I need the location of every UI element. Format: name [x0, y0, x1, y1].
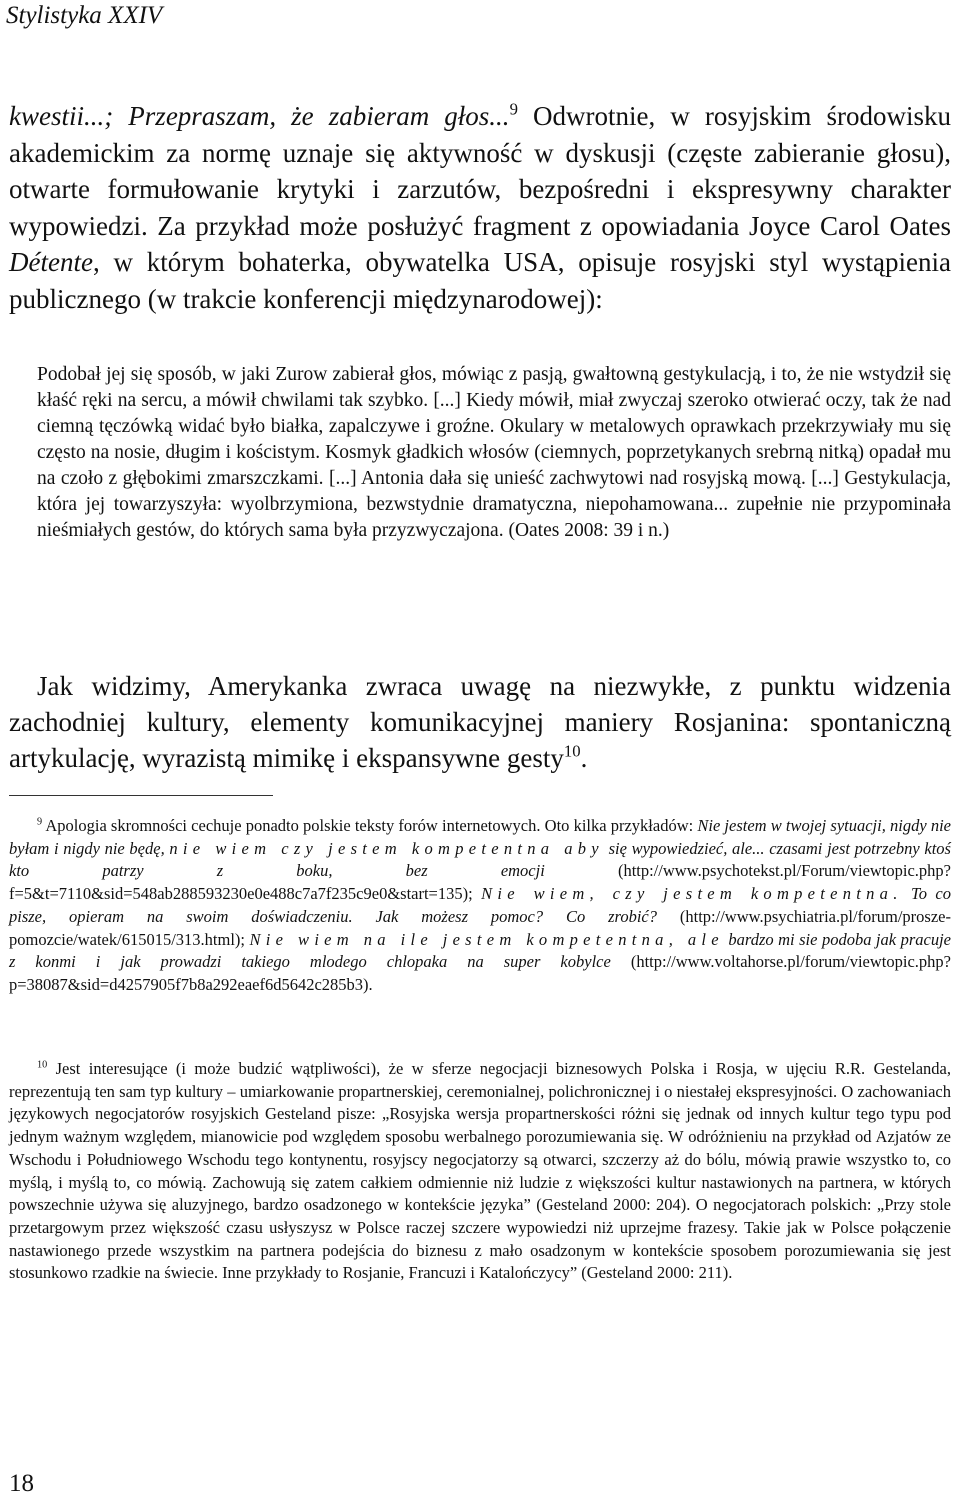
footnote-text: Jest interesujące (i może budzić wątpliwości), że w sferze negocjacji biznesowych Polska i Rosja, w ujęciu R.R. Gestelanda, reprezentują ten sam typ kultury – umiarkowanie propartnerskiej, ceremonialnej, polichronicznej i o niestałej ekspresyjności. O zachowaniach językowych negocjatorów rosyjskich Gesteland pisze: „Rosyjska wersja propartnerskości różni się jednak od innych kultur tego typu pod jednym ważnym względem, mianowicie pod względem sposobu werbalnego porozumiewania się. W odróżnieniu na przykład od Azjatów ze Wschodu i Południowego Wschodu tego kontynentu, rosyjscy negocjatorzy są otwarci, szczerzy aż do bólu, mówią prawie wszystko to, co myślą, i myślą to, co mówią. Zachowują się zatem całkiem odmiennie niż ludzie z większości kultur nastawionych na partnera, w których powszechnie używa się aluzyjnego, bardzo osadzonego w kontekście języka” (Gesteland 2000: 204). O negocjatorach polskich: „Przy stole przetargowym przez większość czasu usłyszysz w Polsce raczej szczere wypowiedzi niż uprzejme frazesy. Takie jak w Polsce połączenie nastawionego przede wszystkim na partnera podejścia do biznesu z mało osadzonym w kontekście sposobem porozumiewania się jest stosunkowo rzadkie na świecie. Inne przykłady to Rosjanie, Francuzi i Katalończycy” (Gesteland 2000: 211).	[9, 1059, 951, 1283]
italic-phrase: kwestii...; Przepraszam, że zabieram głos...	[9, 101, 510, 131]
summary-end: .	[580, 743, 588, 773]
source-link[interactable]: (http://www.psychiatria.pl/forum/prosze-pomozcie/watek/615015/313.html);	[9, 906, 951, 949]
running-title: Stylistyka XXIV	[6, 2, 163, 29]
story-title: Détente	[9, 247, 93, 278]
example-italic: Nie jestem w twojej sytuacji, nigdy nie byłam i nigdy nie będę,	[9, 816, 951, 858]
footnote-ref-10[interactable]: 10	[563, 741, 581, 761]
footnote-10	[9, 1058, 951, 1285]
example-spaced: Nie wiem na ile jestem kompetentna, ale	[249, 929, 724, 949]
block-quote: Podobał jej się sposób, w jaki Zurow zabierał głos, mówiąc z pasją, gwałtowną gestykulacją, i to, że nie wstydził się kłaść ręki na sercu, a mówił chwilami tak szybko. [...] Kiedy mówił, miał zwyczaj szeroko otwierać oczy, tak że nad ciemną tęczówką widać było białka, zapalczywe i groźne. Okulary w metalowych oprawkach przekrzywiały mu się często na nosie, długim i kościstym. Kosmyk gładkich włosów (ciemnych, poprzetykanych srebrną nitką) opadał mu na czoło z głębokimi zmarszczkami. [...] Antonia dała się unieść zachwytowi nad rosyjską mową. [...] Gestykulacja, która jej towarzyszyła: wyolbrzymiona, bezwstydnie dramatyczna, niepohamowana... zupełnie nie przypominała nieśmiałych gestów, do których sama była przyzwyczajona. (Oates 2008: 39 i n.)	[37, 364, 951, 541]
footnote-number: 10	[37, 1059, 48, 1071]
footnote-text: Apologia skromności cechuje ponadto polskie teksty forów internetowych. Oto kilka przykładów:	[42, 816, 698, 835]
footnote-ref-9[interactable]: 9	[509, 99, 518, 119]
summary-text: Jak widzimy, Amerykanka zwraca uwagę na niezwykłe, z punktu widzenia zachodniej kultury, elementy komunikacyjnej maniery Rosjanina: spontaniczną artykulację, wyrazistą mimikę i ekspansywne gesty	[9, 671, 951, 773]
example-spaced: nie wiem czy jestem kompetentna aby	[169, 838, 604, 858]
main-paragraph	[9, 98, 951, 318]
example-italic: bardzo mi sie podoba jak pracuje z konmi i jak prowadzi takiego mlodego chlopaka na super kobylce	[9, 929, 951, 972]
example-spaced: Nie wiem, czy jestem kompetentna.	[481, 884, 903, 904]
footnote-separator	[9, 795, 273, 796]
footnote-9	[9, 815, 951, 997]
source-link[interactable]: (http://www.voltahorse.pl/forum/viewtopic.php?p=38087&sid=d4257905f7b8a292eaef6d5642c285b3).	[9, 952, 951, 994]
paragraph-text-end: , w którym bohaterka, obywatelka USA, opisuje rosyjski styl wystąpienia publicznego (w trakcie konferencji międzynarodowej):	[9, 247, 951, 314]
summary-paragraph	[9, 668, 951, 776]
source-link[interactable]: (http://www.psychotekst.pl/Forum/viewtopic.php?f=5&t=7110&sid=548ab288593230e0e488c7a7f235c9e0&start=135);	[9, 861, 951, 904]
example-italic: To co pisze, opieram na swoim doświadczeniu. Jak możesz pomoc? Co zrobić?	[9, 884, 951, 926]
footnote-number: 9	[37, 816, 43, 828]
paragraph-text: Odwrotnie, w rosyjskim środowisku akademickim za normę uznaje się aktywność w dyskusji (częste zabieranie głosu), otwarte formułowanie krytyki i zarzutów, bezpośredni i ekspresywny charakter wypowiedzi. Za przykład może posłużyć fragment z opowiadania Joyce Carol Oates	[9, 101, 951, 241]
page-number: 18	[9, 1470, 34, 1497]
example-italic: się wypowiedzieć, ale... czasami jest potrzebny ktoś kto patrzy z boku, bez emocji	[9, 838, 951, 881]
